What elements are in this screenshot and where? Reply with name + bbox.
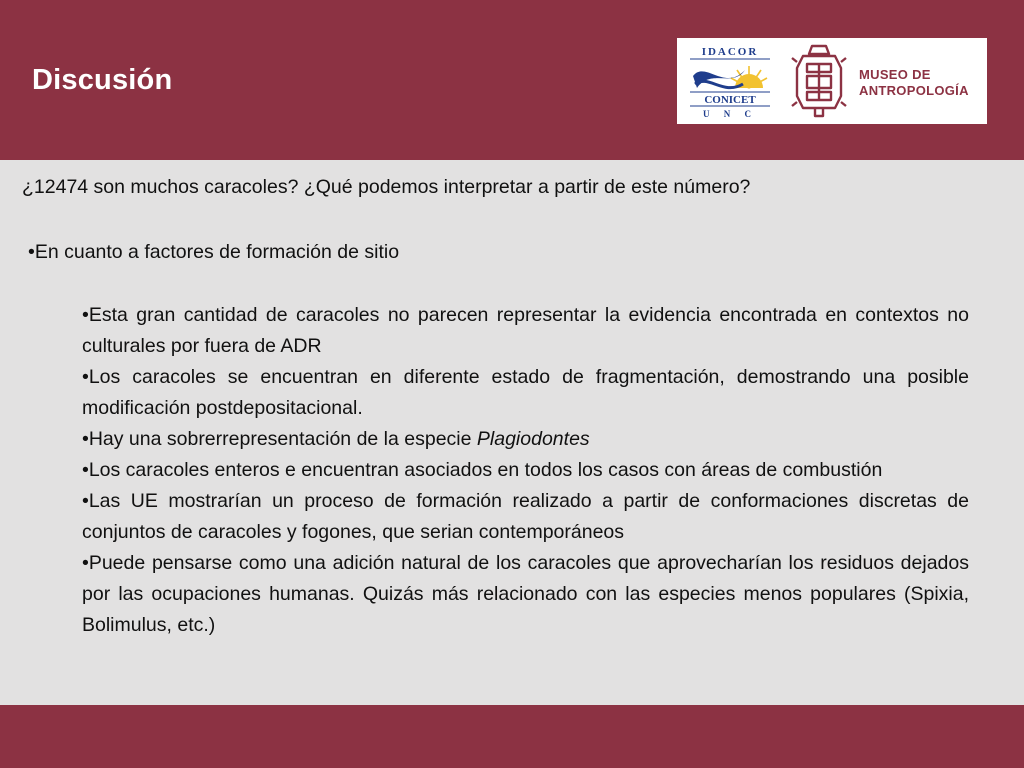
bullet-level1: •En cuanto a factores de formación de sitio [28,241,400,263]
idacor-line2: CONICET [704,94,756,106]
bullet-item: • Hay una sobrerrepresentación de la especie Plagiodontes [82,424,969,455]
bullet-item: • Puede pensarse como una adición natural de los caracoles que aprovecharían los residuos dejados por las ocupaciones humanas. Quizás más relacionado con las especies menos populares (Spixia, Bolimulus, etc.) [82,548,969,641]
header-band [0,0,1024,160]
bullet-list [82,300,969,641]
logo-strip [677,38,987,124]
museo-line2: ANTROPOLOGÍA [859,83,969,98]
bullet-item: • Los caracoles se encuentran en diferente estado de fragmentación, demostrando una posible modificación postdepositacional. [82,362,969,424]
sun-icon [731,66,767,88]
idacor-logo-icon [685,44,775,120]
bullet-item: • Las UE mostrarían un proceso de formación realizado a partir de conformaciones discretas de conjuntos de caracoles y fogones, que serian contemporáneos [82,486,969,548]
idacor-line3: U N C [703,109,757,119]
museo-line1: MUSEO DE [859,67,931,82]
museo-tortoise-logo-icon [791,42,847,120]
species-name: Plagiodontes [476,428,590,450]
museo-wordmark [859,67,969,99]
slide-body [0,160,1024,705]
bullet-item: • Esta gran cantidad de caracoles no parecen representar la evidencia encontrada en contextos no culturales por fuera de ADR [82,300,969,362]
question-text: ¿12474 son muchos caracoles? ¿Qué podemos interpretar a partir de este número? [22,176,751,198]
footer-band [0,705,1024,768]
bullet-item: • Los caracoles enteros e encuentran asociados en todos los casos con áreas de combustión [82,455,969,486]
slide-title: Discusión [32,64,173,96]
idacor-line1: IDACOR [701,46,759,58]
